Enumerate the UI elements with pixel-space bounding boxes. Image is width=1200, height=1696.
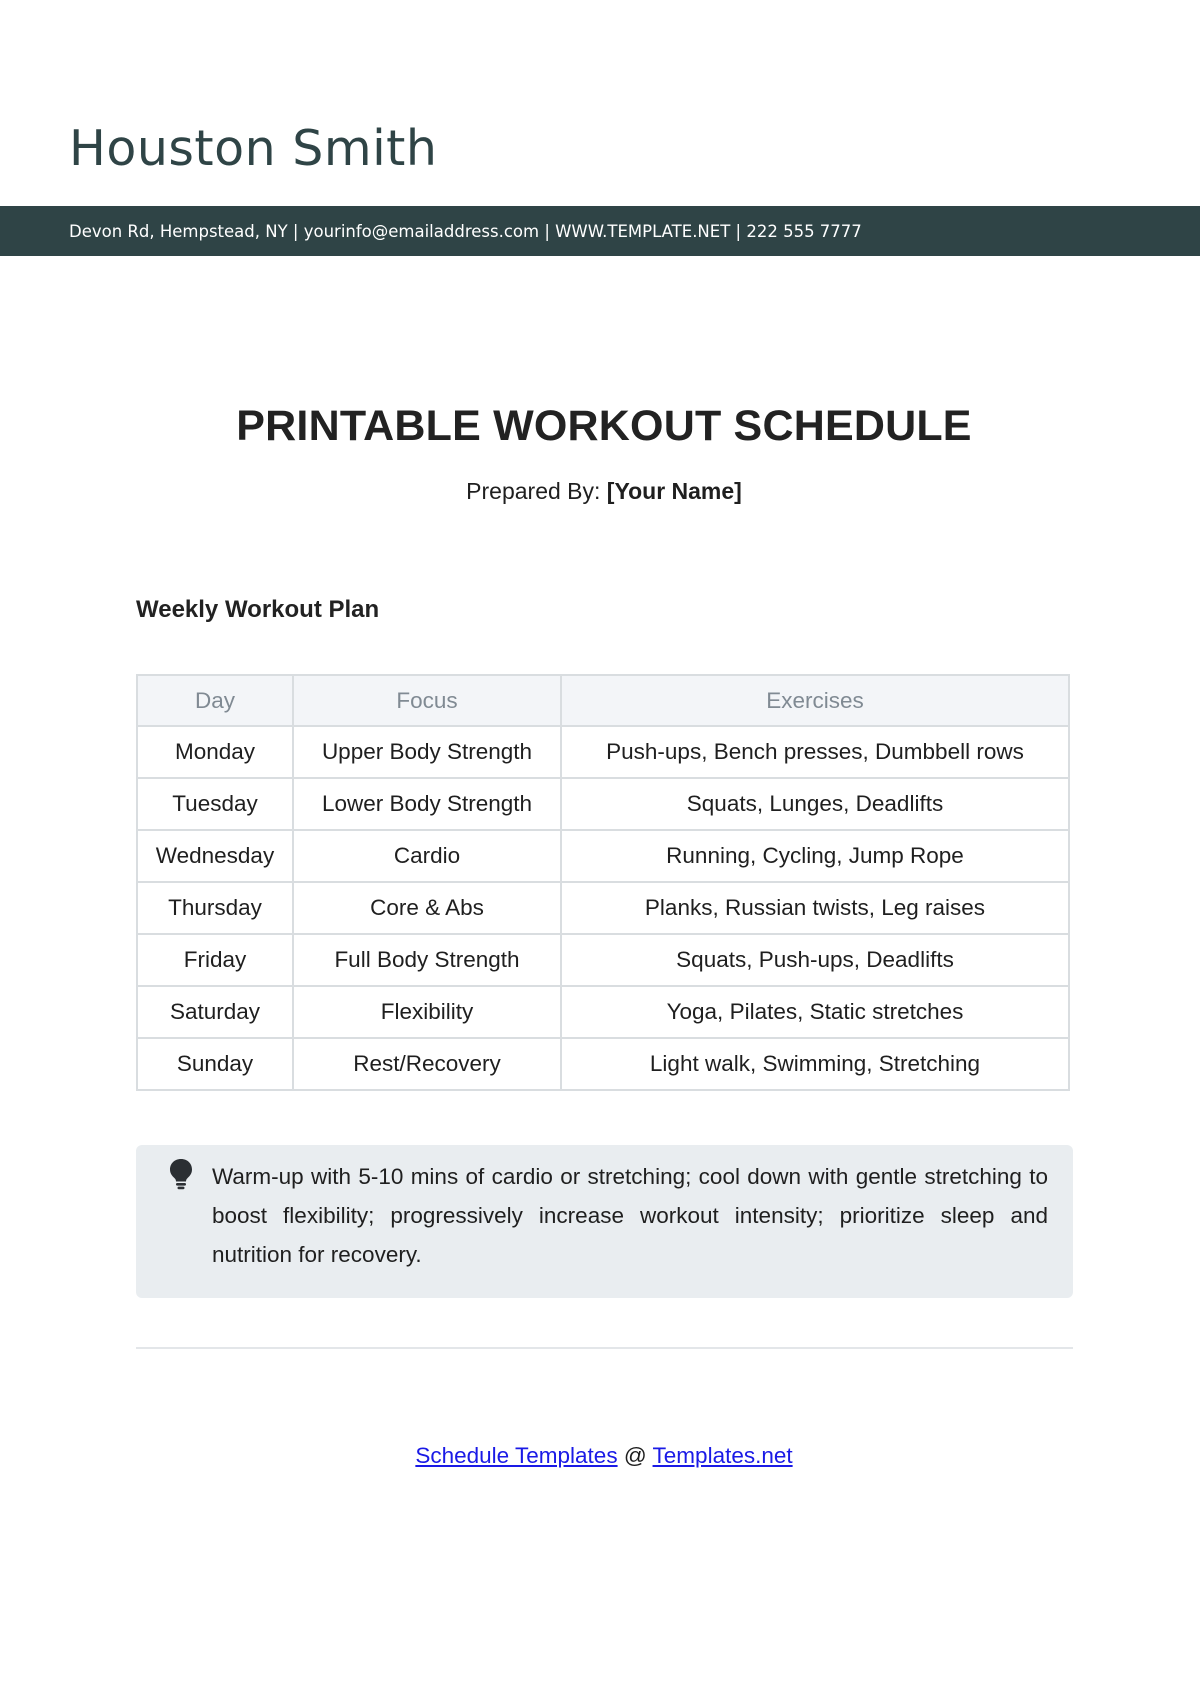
author-name: Houston Smith [69, 120, 438, 177]
table-row [137, 934, 1069, 986]
column-header-day: Day [137, 675, 293, 726]
cell-exercises: Light walk, Swimming, Stretching [561, 1038, 1069, 1090]
prepared-by-value: [Your Name] [606, 478, 742, 504]
cell-focus: Lower Body Strength [293, 778, 561, 830]
cell-focus: Full Body Strength [293, 934, 561, 986]
cell-exercises: Squats, Lunges, Deadlifts [561, 778, 1069, 830]
cell-focus: Cardio [293, 830, 561, 882]
cell-day: Monday [137, 726, 293, 778]
contact-info: Devon Rd, Hempstead, NY | yourinfo@emailaddress.com | WWW.TEMPLATE.NET | 222 555 7777 [69, 221, 862, 241]
table-row [137, 726, 1069, 778]
cell-focus: Core & Abs [293, 882, 561, 934]
cell-day: Thursday [137, 882, 293, 934]
cell-focus: Flexibility [293, 986, 561, 1038]
cell-day: Friday [137, 934, 293, 986]
cell-focus: Rest/Recovery [293, 1038, 561, 1090]
cell-day: Wednesday [137, 830, 293, 882]
cell-focus: Upper Body Strength [293, 726, 561, 778]
contact-bar [0, 206, 1200, 256]
column-header-exercises: Exercises [561, 675, 1069, 726]
table-header-row [137, 675, 1069, 726]
schedule-templates-link[interactable]: Schedule Templates [415, 1443, 618, 1468]
footer-separator: @ [623, 1443, 647, 1468]
lightbulb-icon [168, 1158, 194, 1190]
table-row [137, 882, 1069, 934]
workout-table [136, 674, 1070, 1091]
tip-text: Warm-up with 5-10 mins of cardio or stretching; cool down with gentle stretching to boost flexibility; progressively increase workout intensity; prioritize sleep and nutrition for recovery. [212, 1164, 1048, 1267]
prepared-by-label: Prepared By: [466, 478, 601, 504]
table-row [137, 1038, 1069, 1090]
cell-day: Tuesday [137, 778, 293, 830]
tip-box [136, 1145, 1073, 1298]
table-row [137, 986, 1069, 1038]
cell-exercises: Planks, Russian twists, Leg raises [561, 882, 1069, 934]
cell-day: Saturday [137, 986, 293, 1038]
cell-exercises: Running, Cycling, Jump Rope [561, 830, 1069, 882]
document-title: PRINTABLE WORKOUT SCHEDULE [236, 402, 972, 450]
table-row [137, 778, 1069, 830]
cell-exercises: Push-ups, Bench presses, Dumbbell rows [561, 726, 1069, 778]
cell-exercises: Squats, Push-ups, Deadlifts [561, 934, 1069, 986]
cell-day: Sunday [137, 1038, 293, 1090]
section-heading: Weekly Workout Plan [136, 596, 380, 623]
divider [136, 1347, 1073, 1349]
footer [0, 1443, 1200, 1469]
templates-net-link[interactable]: Templates.net [652, 1443, 793, 1468]
cell-exercises: Yoga, Pilates, Static stretches [561, 986, 1069, 1038]
table-row [137, 830, 1069, 882]
prepared-by [0, 478, 1200, 505]
column-header-focus: Focus [293, 675, 561, 726]
